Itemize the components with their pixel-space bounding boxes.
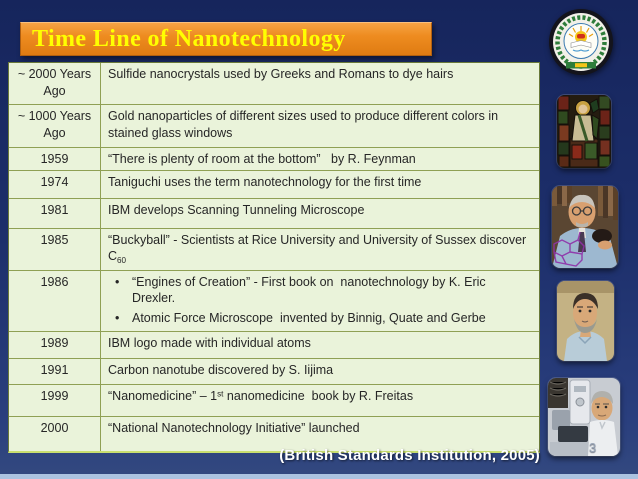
event-line: IBM develops Scanning Tunneling Microscope <box>108 202 365 217</box>
table-row <box>9 171 539 199</box>
year-cell: 1985 <box>9 229 101 270</box>
year-cell: 1981 <box>9 199 101 228</box>
event-line: “Buckyball” - Scientists at Rice University and University of Sussex discover <box>108 232 530 247</box>
event-bullet-line: • “Engines of Creation” - First book on nanotechnology by K. Eric Drexler. <box>108 274 531 307</box>
event-line: Gold nanoparticles of different sizes used to produce different colors in stained glass windows <box>108 109 502 140</box>
timeline-table <box>8 62 540 453</box>
year-cell: 1986 <box>9 271 101 332</box>
event-cell <box>101 63 539 104</box>
table-row <box>9 385 539 417</box>
microscope-scientist-photo <box>548 378 620 456</box>
table-row <box>9 148 539 171</box>
event-cell <box>101 417 539 451</box>
year-cell: 1974 <box>9 171 101 198</box>
stained-glass-image-icon <box>557 95 611 168</box>
table-row <box>9 105 539 148</box>
bottom-edge-strip <box>0 474 638 479</box>
scientist-buckyball-image-icon <box>552 186 618 268</box>
stained-glass-photo <box>557 95 611 168</box>
year-cell: 1999 <box>9 385 101 416</box>
event-cell <box>101 105 539 147</box>
table-row <box>9 63 539 105</box>
year-cell: 1989 <box>9 332 101 358</box>
event-line: $C_{60}$ <box>108 249 127 265</box>
table-row <box>9 359 539 385</box>
event-cell <box>101 271 539 332</box>
page-number: 3 <box>589 440 597 455</box>
event-line: “Nanomedicine” – 1st nanomedicine book by R. Freitas <box>108 389 414 403</box>
title-banner <box>20 22 432 56</box>
year-cell: 1991 <box>9 359 101 384</box>
event-cell <box>101 332 539 358</box>
table-row <box>9 199 539 229</box>
table-row <box>9 271 539 333</box>
event-line: “There is plenty of room at the bottom” by R. Feynman <box>108 152 416 166</box>
event-cell <box>101 148 539 170</box>
year-cell: ~ 2000 Years Ago <box>9 63 101 104</box>
university-logo-image <box>548 8 614 76</box>
event-line: “National Nanotechnology Initiative” launched <box>108 421 360 435</box>
event-cell <box>101 385 539 416</box>
microscope-scientist-image-icon <box>548 378 620 456</box>
year-cell: ~ 1000 Years Ago <box>9 105 101 147</box>
page-title: Time Line of Nanotechnology <box>32 25 346 52</box>
event-cell <box>101 229 539 270</box>
year-cell: 2000 <box>9 417 101 451</box>
year-cell: 1959 <box>9 148 101 170</box>
university-emblem-icon <box>548 8 614 76</box>
event-cell <box>101 199 539 228</box>
bearded-scientist-image-icon <box>557 281 614 361</box>
citation-text: (British Standards Institution, 2005) <box>279 447 540 464</box>
event-line: Taniguchi uses the term nanotechnology for the first time <box>108 174 422 189</box>
table-row <box>9 229 539 271</box>
event-line: Sulfide nanocrystals used by Greeks and Romans to dye hairs <box>108 67 454 81</box>
event-line: IBM logo made with individual atoms <box>108 336 311 350</box>
table-row <box>9 332 539 359</box>
event-bullet-line: • Atomic Force Microscope invented by Binnig, Quate and Gerbe <box>108 310 531 327</box>
event-line: Carbon nanotube discovered by S. Iijima <box>108 363 334 377</box>
bearded-scientist-photo <box>557 281 614 361</box>
event-cell <box>101 359 539 384</box>
event-cell <box>101 171 539 198</box>
table-row <box>9 417 539 451</box>
scientist-buckyball-photo <box>552 186 618 268</box>
